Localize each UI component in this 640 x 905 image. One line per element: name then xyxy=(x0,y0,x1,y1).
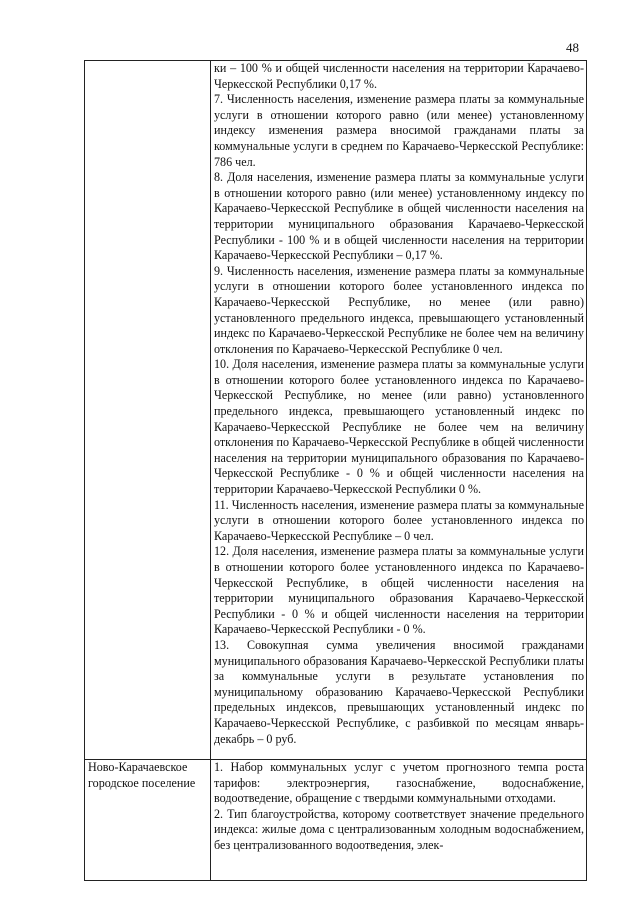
paragraph: 2. Тип благоустройства, которому соответствует значение предельного индекса: жилые дома с централизованным холодным водоснабжением, без централизованного водоотведения, элек- xyxy=(214,806,584,852)
paragraph: ки – 100 % и общей численности населения на территории Карачаево-Черкесской Республики 0,17 %. xyxy=(214,61,584,91)
paragraph: 7. Численность населения, изменение размера платы за коммунальные услуги в отношении которого равно (или менее) установленному индексу изменения размера вносимой гражданами платы за коммунальные услуги в среднем по Карачаево-Черкесской Республике: 786 чел. xyxy=(214,92,584,169)
paragraph: 12. Доля населения, изменение размера платы за коммунальные услуги в отношении которого более установленного индекса по Карачаево-Черкесской Республике, в общей численности населения на территории муниципального образования Карачаево-Черкесской Республики - 0 % и общей численности населения на территории Карачаево-Черкесской Республики - 0 %. xyxy=(214,544,584,637)
page-number: 48 xyxy=(566,40,579,55)
paragraph: 8. Доля населения, изменение размера платы за коммунальные услуги в отношении которого равно (или менее) установленному индексу по Карачаево-Черкесской Республике в общей численности населения на территории муниципального образования Карачаево-Черкесской Республики - 100 % и в общей численности населения на территории Карачаево-Черкесской Республики – 0,17 %. xyxy=(214,170,584,263)
table-row xyxy=(85,61,587,760)
paragraph: 13. Совокупная сумма увеличения вносимой гражданами муниципального образования Карачаево-Черкесской Республики платы за коммунальные услуги в результате установления по муниципальному образованию Карачаево-Черкесской Республики предельных индексов, превышающих установленный индекс по Карачаево-Черкесской Республике, с разбивкой по месяцам январь-декабрь – 0 руб. xyxy=(214,637,584,746)
paragraph: 1. Набор коммунальных услуг с учетом прогнозного темпа роста тарифов: электроэнергия, газоснабжение, водоснабжение, водоотведение, обращение с твердыми коммунальными отходами. xyxy=(214,760,584,806)
municipality-cell: Ново-Карачаевское городское поселение xyxy=(85,760,211,881)
paragraph: 10. Доля населения, изменение размера платы за коммунальные услуги в отношении которого более установленного индекса по Карачаево-Черкесской Республике, но менее (или равно) установленного предельного индекса, превышающего установленный индекс по Карачаево-Черкесской Республике не более чем на величину отклонения по Карачаево-Черкесской Республике в общей численности населения на территории муниципального образования по Карачаево-Черкесской Республике - 0 % и общей численности населения на территории Карачаево-Черкесской Республики 0 %. xyxy=(214,357,584,497)
table-row xyxy=(85,760,587,881)
municipality-cell xyxy=(85,61,211,760)
paragraph: 11. Численность населения, изменение размера платы за коммунальные услуги в отношении которого более установленного индекса по Карачаево-Черкесской Республике – 0 чел. xyxy=(214,497,584,543)
indicators-cell xyxy=(211,760,587,881)
paragraph: 9. Численность населения, изменение размера платы за коммунальные услуги в отношении которого более установленного индекса по Карачаево-Черкесской Республике, но менее (или равно) установленного предельного индекса, превышающего установленный индекс по Карачаево-Черкесской Республике не более чем на величину отклонения по Карачаево-Черкесской Республике 0 чел. xyxy=(214,263,584,356)
indicators-cell xyxy=(211,61,587,760)
document-table xyxy=(84,60,587,881)
